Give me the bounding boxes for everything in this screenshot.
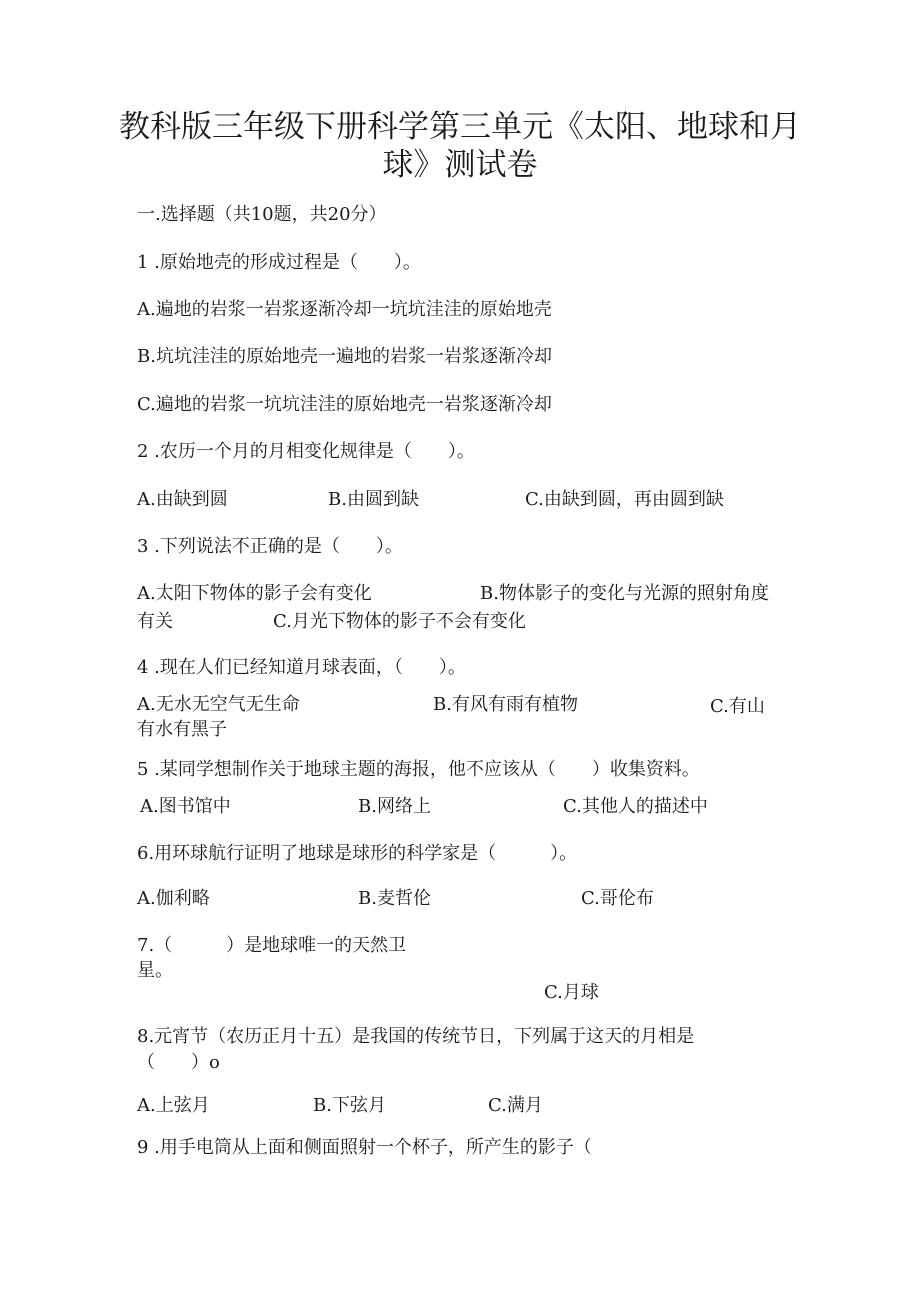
question-1-option-b: B.坑坑洼洼的原始地壳一遍地的岩浆一岩浆逐渐冷却 bbox=[137, 346, 552, 367]
question-7-option-c: C.月球 bbox=[544, 982, 599, 1003]
question-3-option-a: A.太阳下物体的影子会有变化 bbox=[137, 583, 372, 604]
section-heading: 一.选择题（共10题，共20分） bbox=[137, 204, 387, 225]
question-4-option-c-cont: 有水有黑子 bbox=[137, 719, 227, 740]
question-7-stem: 7.（ ）是地球唯一的天然卫 bbox=[137, 935, 407, 956]
question-5-option-a: A.图书馆中 bbox=[140, 796, 231, 817]
question-6-stem: 6.用环球航行证明了地球是球形的科学家是（ ）。 bbox=[137, 843, 578, 864]
question-4-stem: 4 .现在人们已经知道月球表面，（ ）。 bbox=[137, 657, 466, 678]
question-8-option-c: C.满月 bbox=[488, 1095, 543, 1116]
question-3-stem: 3 .下列说法不正确的是（ ）。 bbox=[137, 536, 403, 557]
question-1-option-c: C.遍地的岩浆一坑坑洼洼的原始地壳一岩浆逐渐冷却 bbox=[137, 394, 552, 415]
exam-title-line-2: 球》测试卷 bbox=[382, 147, 538, 183]
question-4-option-b: B.有风有雨有植物 bbox=[433, 694, 578, 715]
question-5-option-c: C.其他人的描述中 bbox=[563, 796, 708, 817]
question-8-stem: 8.元宵节（农历正月十五）是我国的传统节日，下列属于这天的月相是 bbox=[137, 1026, 695, 1047]
question-8-option-a: A.上弦月 bbox=[137, 1095, 210, 1116]
question-6-option-a: A.伽利略 bbox=[137, 888, 210, 909]
question-3-option-c: C.月光下物体的影子不会有变化 bbox=[273, 611, 526, 632]
question-1-stem: 1 .原始地壳的形成过程是（ ）。 bbox=[137, 252, 421, 273]
question-2-option-a: A.由缺到圆 bbox=[137, 489, 228, 510]
question-2-option-b: B.由圆到缺 bbox=[328, 489, 419, 510]
question-6-option-b: B.麦哲伦 bbox=[358, 888, 431, 909]
question-6-option-c: C.哥伦布 bbox=[581, 888, 654, 909]
question-9-stem: 9 .用手电筒从上面和侧面照射一个杯子，所产生的影子（ bbox=[137, 1137, 592, 1158]
question-4-option-c: C.有山 bbox=[710, 696, 765, 717]
question-3-option-b-cont: 有关 bbox=[137, 611, 173, 632]
question-3-option-b: B.物体影子的变化与光源的照射角度 bbox=[480, 583, 769, 604]
question-4-option-a: A.无水无空气无生命 bbox=[137, 694, 300, 715]
exam-title-line-1: 教科版三年级下册科学第三单元《太阳、地球和月 bbox=[119, 109, 801, 145]
question-1-option-a: A.遍地的岩浆一岩浆逐渐冷却一坑坑洼洼的原始地壳 bbox=[137, 299, 552, 320]
question-7-stem-cont: 星。 bbox=[137, 960, 173, 981]
question-2-stem: 2 .农历一个月的月相变化规律是（ ）。 bbox=[137, 441, 475, 462]
question-5-option-b: B.网络上 bbox=[358, 796, 431, 817]
question-8-option-b: B.下弦月 bbox=[313, 1095, 386, 1116]
question-2-option-c: C.由缺到圆，再由圆到缺 bbox=[525, 489, 724, 510]
question-8-stem-cont: （ ）o bbox=[137, 1052, 220, 1073]
question-5-stem: 5 .某同学想制作关于地球主题的海报，他不应该从（ ）收集资料。 bbox=[137, 759, 700, 780]
